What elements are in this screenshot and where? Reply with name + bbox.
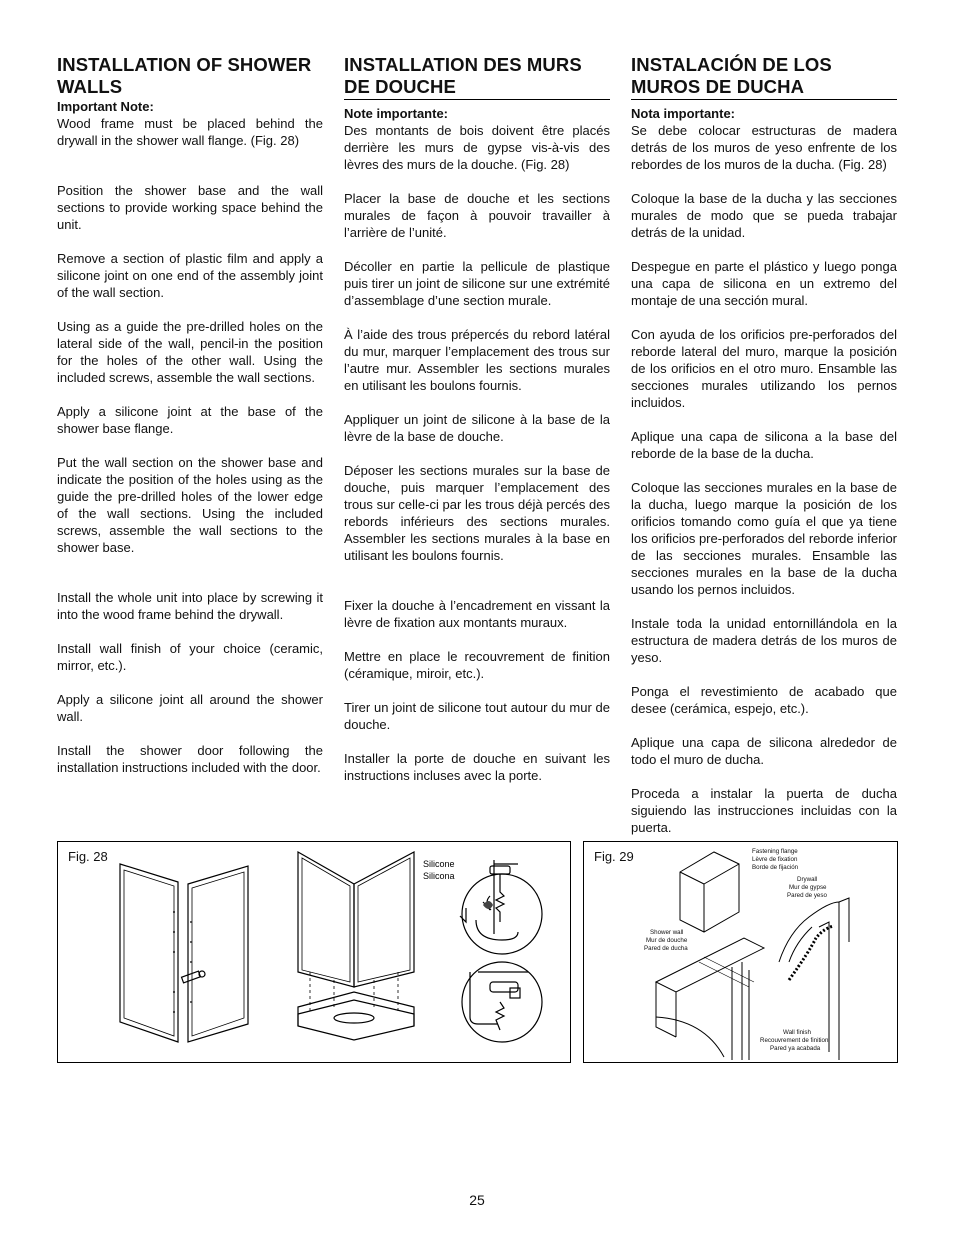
paragraph: Apply a silicone joint all around the shower wall. <box>57 692 323 724</box>
paragraph: Coloque la base de la ducha y las secciones murales de modo que se pueda trabajar detrás de la unidad. <box>631 191 897 240</box>
note-title: Note importante: <box>344 106 448 121</box>
shower-wall-label-fr: Mur de douche <box>646 937 688 944</box>
note-title: Important Note: <box>57 99 154 114</box>
silicone-label-en: Silicone <box>423 859 455 869</box>
paragraph: Instale toda la unidad entornillándola en la estructura de madera detrás de los muros de yeso. <box>631 616 897 665</box>
paragraph: Des montants de bois doivent être placés derrière les murs de gypse vis-à-vis des lèvres des murs de la douche. (Fig. 28) <box>344 123 610 172</box>
column-english <box>57 54 323 776</box>
paragraph: Proceda a instalar la puerta de ducha siguiendo las instrucciones incluidas con la puerta. <box>631 786 897 835</box>
paragraph: Install the whole unit into place by screwing it into the wood frame behind the drywall. <box>57 590 323 622</box>
wall-finish-label-fr: Recouvrement de finition <box>760 1037 829 1044</box>
shower-wall-label-es: Pared de ducha <box>644 945 688 952</box>
fastening-flange-label-en: Fastening flange <box>752 848 798 855</box>
paragraph: Appliquer un joint de silicone à la base de la lèvre de la base de douche. <box>344 412 610 444</box>
silicone-label-es: Silicona <box>423 871 455 881</box>
paragraph: Coloque las secciones murales en la base de la ducha, luego marque la posición de los orificios tomando como guía el que ya tiene los orificios pre-perforados del reborde inferior de las secciones murales. Ensamble las secciones murales en la base de la ducha usando los pernos incluidos. <box>631 480 897 597</box>
drywall-label-en: Drywall <box>797 876 818 883</box>
paragraph: Installer la porte de douche en suivant les instructions incluses avec la porte. <box>344 751 610 783</box>
paragraph: Décoller en partie la pellicule de plastique puis tirer un joint de silicone sur une extrémité d’assemblage d’une section murale. <box>344 259 610 308</box>
paragraph: Aplique una capa de silicona a la base del reborde de la base de la ducha. <box>631 429 897 461</box>
paragraph: Install wall finish of your choice (ceramic, mirror, etc.). <box>57 641 323 673</box>
shower-assembly-illustration <box>58 842 570 1062</box>
paragraph: Position the shower base and the wall sections to provide working space behind the unit. <box>57 183 323 232</box>
note-title: Nota importante: <box>631 106 735 121</box>
paragraph: À l’aide des trous prépercés du rebord latéral du mur, marquer l’emplacement des trous sur l’autre mur. Assembler les sections murales en utilisant les boulons fournis. <box>344 327 610 393</box>
figure-29 <box>583 841 898 1063</box>
figure-label: Fig. 28 <box>68 849 108 864</box>
paragraph: Put the wall section on the shower base and indicate the position of the holes using as the guide the pre-drilled holes of the lower edge of the wall sections. Using the included screws, assemble the wall sections to the shower base. <box>57 455 323 555</box>
paragraph: Despegue en parte el plástico y luego ponga una capa de silicona en un extremo del montaje de una sección mural. <box>631 259 897 308</box>
wall-finish-label-en: Wall finish <box>783 1029 811 1036</box>
paragraph: Using as a guide the pre-drilled holes on the lateral side of the wall, pencil-in the position for the holes of the other wall. Using the included screws, assemble the wall sections. <box>57 319 323 385</box>
section-title: INSTALLATION OF SHOWER WALLS <box>57 54 312 97</box>
paragraph: Déposer les sections murales sur la base de douche, puis marquer l’emplacement des trous sur celle-ci par les trous déjà percés des rebords inférieurs des sections murales. Assembler les sections murales à la base en utilisant les boulons fournis. <box>344 463 610 563</box>
paragraph: Remove a section of plastic film and apply a silicone joint on one end of the assembly joint of the wall section. <box>57 251 323 300</box>
wall-finish-label-es: Pared ya acabada <box>770 1045 821 1052</box>
paragraph: Se debe colocar estructuras de madera detrás de los muros de yeso enfrente de los rebordes de los muros de la ducha. (Fig. 28) <box>631 123 897 172</box>
column-spanish <box>631 54 897 836</box>
paragraph: Wood frame must be placed behind the drywall in the shower wall flange. (Fig. 28) <box>57 116 323 148</box>
shower-wall-label-en: Shower wall <box>650 929 684 936</box>
paragraph: Placer la base de douche et les sections murales de façon à pouvoir travailler à l’arrière de l’unité. <box>344 191 610 240</box>
section-title: INSTALACIÓN DE LOS MUROS DE DUCHA <box>631 54 897 100</box>
fastening-flange-label-fr: Lèvre de fixation <box>752 856 798 863</box>
fastening-flange-label-es: Borde de fijación <box>752 864 799 871</box>
column-french <box>344 54 610 784</box>
paragraph: Install the shower door following the installation instructions included with the door. <box>57 743 323 775</box>
drywall-label-es: Pared de yeso <box>787 892 827 899</box>
paragraph: Con ayuda de los orificios pre-perforados del reborde lateral del muro, marque la posición de los orificios en el otro muro. Ensamble las secciones murales utilizando los pernos incluidos. <box>631 327 897 410</box>
drywall-label-fr: Mur de gypse <box>789 884 827 891</box>
wall-section-illustration <box>584 842 897 1062</box>
paragraph: Fixer la douche à l’encadrement en vissant la lèvre de fixation aux montants muraux. <box>344 598 610 630</box>
section-title: INSTALLATION DES MURS DE DOUCHE <box>344 54 610 100</box>
paragraph: Aplique una capa de silicona alrededor de todo el muro de ducha. <box>631 735 897 767</box>
paragraph: Apply a silicone joint at the base of the shower base flange. <box>57 404 323 436</box>
paragraph: Mettre en place le recouvrement de finition (céramique, miroir, etc.). <box>344 649 610 681</box>
figure-28 <box>57 841 571 1063</box>
paragraph: Ponga el revestimiento de acabado que desee (cerámica, espejo, etc.). <box>631 684 897 716</box>
page-number: 25 <box>469 1192 485 1208</box>
figure-label: Fig. 29 <box>594 849 634 864</box>
paragraph: Tirer un joint de silicone tout autour du mur de douche. <box>344 700 610 732</box>
